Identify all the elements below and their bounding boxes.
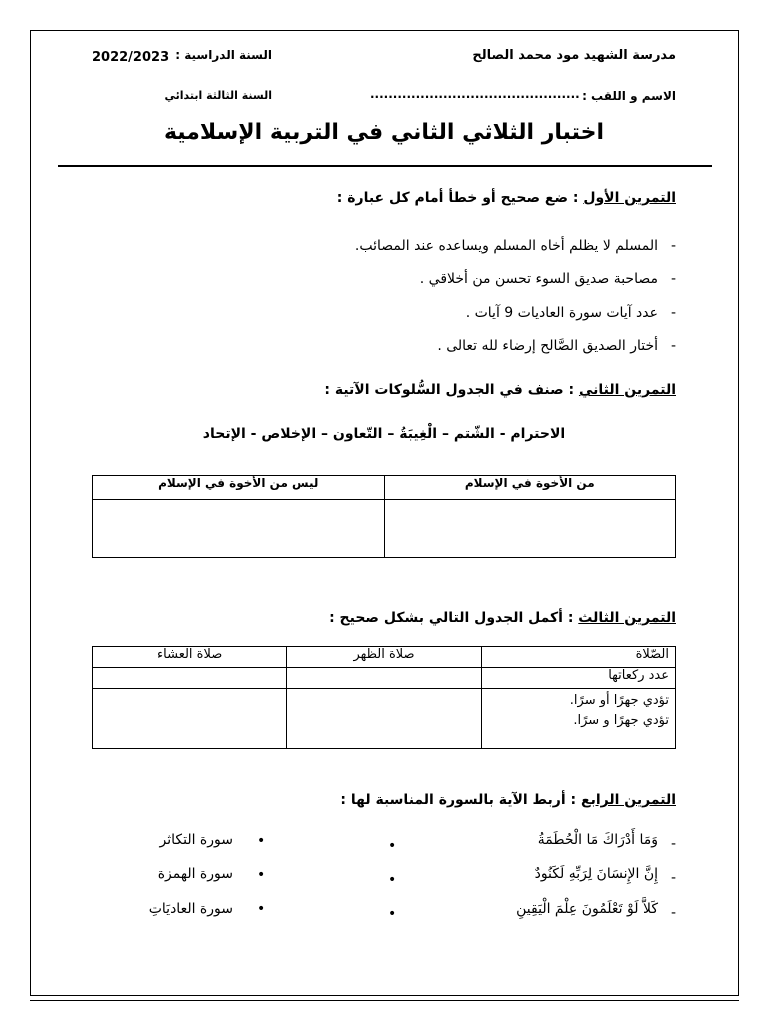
dash-marker: - — [670, 338, 676, 354]
behaviors-list: الاحترام - الشّتم – الْغِيبَةُ – التّعاون – الإخلاص - الإتحاد — [202, 426, 566, 442]
dash-marker: - — [670, 836, 676, 852]
exam-title: اختبار الثلاثي الثاني في التربية الإسلامية — [163, 120, 605, 145]
dash-marker: - — [670, 870, 676, 886]
page-border-double-line — [30, 1000, 739, 1001]
verse-1: وَمَا أَدْرَاكَ مَا الْحُطَمَةُ — [537, 832, 658, 848]
verse-1-bullet[interactable]: • — [388, 838, 397, 854]
row-label-recitation — [481, 689, 675, 749]
surah-1: سورة التكاثر — [159, 832, 233, 848]
row-label-rakaat: عدد ركعاتها — [481, 668, 675, 689]
answer-cell-dhuhr-rakaat[interactable] — [287, 668, 481, 689]
dash-marker: - — [670, 238, 676, 254]
verse-3: كَلاَّ لَوْ تَعْلَمُونَ عِلْمَ الْيَقِينِ — [516, 901, 658, 917]
prayer-table — [92, 646, 676, 749]
statement-3: عدد آيات سورة العاديات 9 آيات . — [465, 305, 658, 321]
exercise-4-instruction: : أربط الآية بالسورة المناسبة لها : — [340, 792, 582, 808]
exercise-2-instruction: : صنف في الجدول السُّلوكات الآتية : — [324, 382, 579, 398]
surah-3: سورة العاديَاتِ — [148, 901, 233, 917]
exercise-1-label: التمرين الأول — [583, 190, 676, 206]
name-blank[interactable]: .............................................. — [370, 87, 580, 101]
answer-cell-dhuhr-recitation[interactable] — [287, 689, 481, 749]
verse-2-bullet[interactable]: • — [388, 872, 397, 888]
statement-4: أختار الصديق الصَّالح إرضاء لله تعالى . — [437, 338, 658, 354]
verse-2: إِنَّ الإِنسَانَ لِرَبِّهِ لَكَنُودٌ — [534, 866, 658, 882]
answer-cell-isha-rakaat[interactable] — [93, 668, 287, 689]
surah-2-bullet[interactable]: • — [257, 867, 266, 883]
recitation-option-1: تؤدي جهرًا أو سرًا. — [569, 693, 669, 708]
column-header-brotherhood: من الأخوة في الإسلام — [384, 476, 676, 500]
header-isha: صلاة العشاء — [93, 647, 287, 668]
surah-2: سورة الهمزة — [157, 866, 233, 882]
verse-3-bullet[interactable]: • — [388, 906, 397, 922]
dash-marker: - — [670, 305, 676, 321]
name-label: الاسم و اللقب : — [582, 89, 676, 103]
statement-2: مصاحبة صديق السوء تحسن من أخلاقي . — [419, 271, 658, 287]
school-year-label: السنة الدراسية : — [175, 48, 272, 62]
header-dhuhr: صلاة الظهر — [287, 647, 481, 668]
dash-marker: - — [670, 905, 676, 921]
exercise-1-title — [337, 190, 676, 206]
school-name: مدرسة الشهيد مود محمد الصالح — [472, 48, 676, 63]
answer-cell-brotherhood[interactable] — [384, 500, 676, 558]
recitation-option-2: تؤدي جهرًا و سرًا. — [573, 713, 669, 728]
statement-1: المسلم لا يظلم أخاه المسلم ويساعده عند المصائب. — [354, 238, 658, 254]
surah-3-bullet[interactable]: • — [257, 901, 266, 917]
header-prayer: الصّلاة — [481, 647, 675, 668]
surah-1-bullet[interactable]: • — [257, 833, 266, 849]
exercise-3-title — [329, 610, 676, 626]
school-year-value: 2022/2023 — [92, 50, 170, 65]
column-header-not-brotherhood: ليس من الأخوة في الإسلام — [93, 476, 385, 500]
grade-level: السنة الثالثة ابتدائي — [164, 89, 272, 102]
exercise-3-label: التمرين الثالث — [578, 610, 676, 626]
answer-cell-not-brotherhood[interactable] — [93, 500, 385, 558]
exercise-1-instruction: : ضع صحيح أو خطأ أمام كل عبارة : — [336, 190, 584, 206]
exercise-4-label: التمرين الرابع — [581, 792, 676, 808]
title-divider — [58, 165, 712, 167]
exercise-2-label: التمرين الثاني — [578, 382, 676, 398]
exercise-2-title — [324, 382, 676, 398]
exercise-3-instruction: : أكمل الجدول التالي بشكل صحيح : — [329, 610, 579, 626]
classification-table — [92, 475, 676, 558]
exercise-4-title — [340, 792, 676, 808]
dash-marker: - — [670, 271, 676, 287]
answer-cell-isha-recitation[interactable] — [93, 689, 287, 749]
